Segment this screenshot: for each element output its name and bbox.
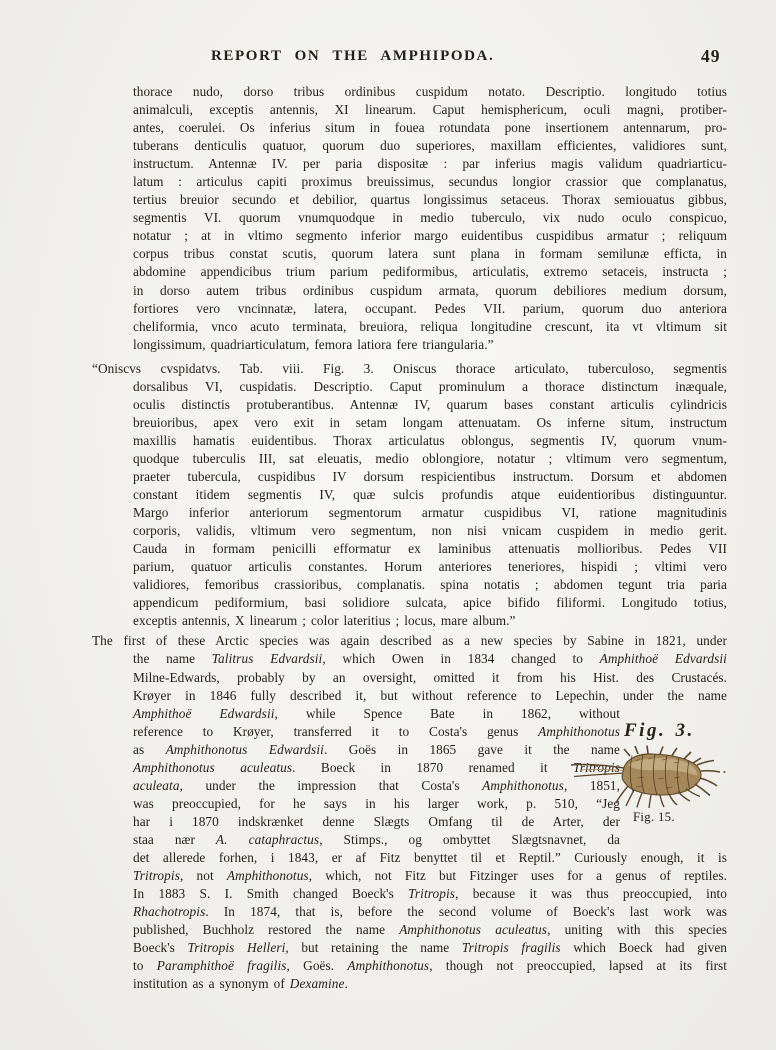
- text-line: reference to Krøyer, transferred it to Costa's genus Amphithonotus: [133, 723, 620, 739]
- text-line: Rhachotropis. In 1874, that is, before the second volume of Boeck's last work was: [133, 904, 727, 920]
- text-line: aculeata, under the impression that Costa's Amphithonotus, 1851,: [133, 777, 620, 793]
- text-line: Cauda in formam penicilli efformatur ex laminibus attenuatis mollioribus. Pedes VII: [133, 541, 727, 557]
- text-line: quodque tuberculis III, sat eleuatis, medio oblongiore, notatur ; vltimum vero segmentum,: [133, 450, 727, 466]
- running-head: [0, 48, 776, 68]
- text-line: longissimum, quadriarticulatum, femora latiora fere triangularia.”: [133, 336, 494, 352]
- text-line: tertius breuior secundo et debilior, quartus longissimus setaceus. Thorax semiouatus gibbus,: [133, 192, 727, 208]
- text-line: animalculi, exceptis antennis, XI linearum. Caput hemisphericum, oculi magni, protiber-: [133, 102, 727, 118]
- text-line: corpus tribus constat scutis, quorum latera sunt plana in formam semilunæ efficta, in: [133, 246, 727, 262]
- text-line: fortiores vero vncinnatæ, latera, occupant. Pedes VII. parium, quorum duo anteriora: [133, 300, 727, 316]
- text-line: Amphithonotus aculeatus. Boeck in 1870 renamed it Tritropis: [133, 759, 620, 775]
- figure-fig3: [570, 720, 740, 832]
- text-line: was preoccupied, for he says in his larger work, p. 510, “Jeg: [133, 795, 620, 811]
- text-line: praeter tubercula, cuspidibus IV dorsum respicientibus instructum. Dorsum et abdomen: [133, 468, 727, 484]
- text-line: oculis distinctis protuberantibus. Antennæ IV, quarum bases constant articulis cylindricis: [133, 396, 727, 412]
- text-line: validiores, femoribus crassioribus, complanatis. spina notatis ; abdomen tegunt tria paria: [133, 577, 727, 593]
- text-line: abdomine appendicibus trium parium pediformibus, articulatis, extremo setaceis, instructa ;: [133, 264, 727, 280]
- figure-caption: Fig. 15.: [633, 810, 675, 824]
- body-text: [0, 83, 776, 993]
- text-line: segmentis VI. quorum vnumquodque in medio tuberculo, vix nudo oculo conspicuo,: [133, 210, 727, 226]
- text-line: “Oniscvs cvspidatvs. Tab. viii. Fig. 3. Oniscus thorace articulato, tuberculoso, segmentis: [92, 360, 727, 376]
- text-line: in dorso autem tribus ordinibus cuspidum armata, quorum debiliores medium dorsum,: [133, 282, 727, 298]
- paragraph-1: [0, 83, 776, 354]
- text-line: exceptis antennis, X linearum ; color lateritius ; locus, mare album.”: [133, 613, 516, 629]
- text-line: har i 1870 indskrænket denne Slægts Omfang til de Arter, der: [133, 813, 620, 829]
- text-line: as Amphithonotus Edwardsii. Goës in 1865 gave it the name: [133, 741, 621, 757]
- text-line: staa nær A. cataphractus, Stimps., og ombyttet Slægtsnavnet, da: [133, 831, 621, 847]
- text-line: corporis, validis, vltimum vero segmentum, non nisi vnicam cuspidem in medio gerit.: [133, 523, 727, 539]
- text-line: The first of these Arctic species was again described as a new species by Sabine in 1821, under: [92, 633, 727, 649]
- text-line: to Paramphithoë fragilis, Goës. Amphithonotus, though not preoccupied, lapsed at its first: [133, 958, 728, 974]
- text-line: breuioribus, apex vero exit in setam longam attenuatam. Os inferne situm, instructum: [133, 414, 727, 430]
- text-line: Tritropis, not Amphithonotus, which, not Fitz but Fitzinger uses for a genus of reptiles.: [133, 868, 727, 884]
- text-line: latum : articulus capiti proximus breuissimus, secundus longior crassior que complanatus,: [133, 174, 727, 190]
- text-line: the name Talitrus Edvardsii, which Owen in 1834 changed to Amphithoë Edvardsii: [133, 651, 727, 667]
- text-line: cheliformia, vnco acuto terminata, breuiora, reliqua longitudine crescunt, ita vt vltimum sit: [133, 318, 727, 334]
- text-line: constant itidem segmentis IV, quæ sulcis profundis atque euidentioribus distinguuntur.: [133, 487, 727, 503]
- text-line: tuberans denticulis quatuor, quorum duo superiores, maxillam efficientes, validiores sunt,: [133, 138, 727, 154]
- text-line: Boeck's Tritropis Helleri, but retaining the name Tritropis fragilis which Boeck had given: [133, 940, 727, 956]
- text-line: institution as a synonym of Dexamine.: [133, 976, 348, 992]
- page-title: REPORT ON THE AMPHIPODA.: [211, 48, 495, 64]
- text-line: published, Buchholz restored the name Amphithonotus aculeatus, uniting with this species: [133, 922, 727, 938]
- text-line: det allerede forhen, i 1843, er af Fitz benyttet til et Reptil.” Curiously enough, it is: [133, 849, 727, 865]
- text-line: thorace nudo, dorso tribus ordinibus cuspidum notato. Descriptio. longitudo totius: [133, 84, 727, 99]
- text-line: instructum. Antennæ IV. per paria dispositæ : par inferius magis validum quadriarticu-: [133, 156, 727, 172]
- text-line: maxillis hamatis euidentibus. Thorax articulatus oblongus, segmentis IV, quorum vnum-: [133, 432, 727, 448]
- figure-script-label: Fig. 3.: [624, 720, 695, 741]
- text-line: antes, coerulei. Os inferius situm in fouea rotundata pone insertionem antennarum, pro-: [133, 120, 727, 136]
- text-line: Milne-Edwards, probably by an oversight, omitted it from his Hist. des Crustacés.: [133, 669, 727, 685]
- paragraph-2: [0, 360, 776, 631]
- text-line: notatur ; at in vltimo segmento inferior margo euidentibus cuspidibus armatur ; reliquum: [133, 228, 727, 244]
- text-line: parium, quatuor articulis constantes. Horum anteriores teneriores, hispidi ; vltimi vero: [133, 559, 727, 575]
- amphipod-illustration: [570, 745, 728, 809]
- text-line: dorsalibus VI, cuspidatis. Descriptio. Caput prominulum a thorace distinctum inæquale,: [133, 378, 727, 394]
- text-line: Krøyer in 1846 fully described it, but without reference to Lepechin, under the name: [133, 687, 727, 703]
- text-line: In 1883 S. I. Smith changed Boeck's Tritropis, because it was thus preoccupied, into: [133, 886, 727, 902]
- text-line: Amphithoë Edwardsii, while Spence Bate in 1862, without: [133, 705, 620, 721]
- text-line: appendicum pediformium, basi solidiore sulcata, apice bifido filiformi. Longitudo totius,: [133, 595, 727, 611]
- text-line: Margo inferior anteriorum segmentorum armatur cuspidibus VI, ratione magnitudinis: [133, 505, 727, 521]
- page-number: 49: [701, 46, 721, 66]
